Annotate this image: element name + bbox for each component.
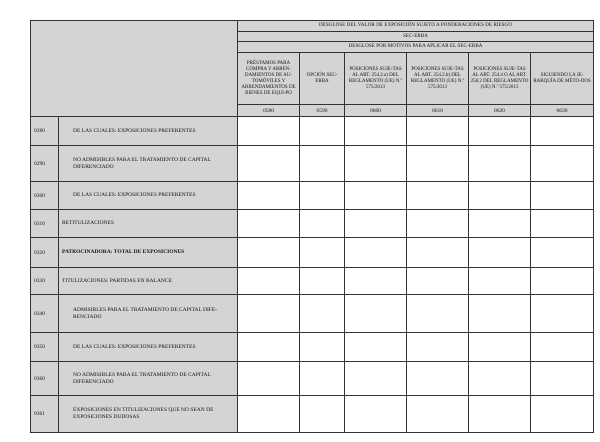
data-cell[interactable] bbox=[238, 182, 300, 210]
table-row bbox=[31, 333, 594, 362]
table-row bbox=[31, 210, 594, 238]
data-cell[interactable] bbox=[345, 333, 407, 362]
header-subsubtitle: DESGLOSE POR MOTIVOS PARA APLICAR EL SEC-ERBA bbox=[238, 42, 594, 53]
column-header: SIGUIENDO LA JE-RARQUÍA DE MÉTO-DOS bbox=[531, 53, 594, 105]
header-blank-corner bbox=[31, 21, 238, 117]
data-cell[interactable] bbox=[407, 333, 469, 362]
data-cell[interactable] bbox=[531, 396, 594, 433]
data-cell[interactable] bbox=[345, 396, 407, 433]
data-cell[interactable] bbox=[407, 268, 469, 295]
data-cell[interactable] bbox=[407, 117, 469, 146]
data-cell[interactable] bbox=[238, 396, 300, 433]
column-header: PRÉSTAMOS PARA COMPRA Y ARREN-DAMIENTOS DE AU-TOMÓVILES Y ARRENDAMIENTOS DE BIENES DE EQUI-PO bbox=[238, 53, 300, 105]
data-cell[interactable] bbox=[531, 146, 594, 182]
row-label: PATROCINADORA: TOTAL DE EXPOSICIONES bbox=[59, 238, 238, 268]
data-cell[interactable] bbox=[300, 238, 345, 268]
row-code: 0350 bbox=[31, 333, 59, 362]
data-cell[interactable] bbox=[407, 210, 469, 238]
data-cell[interactable] bbox=[238, 238, 300, 268]
table-row bbox=[31, 117, 594, 146]
data-cell[interactable] bbox=[300, 295, 345, 333]
row-code: 0340 bbox=[31, 295, 59, 333]
data-cell[interactable] bbox=[300, 146, 345, 182]
data-cell[interactable] bbox=[531, 333, 594, 362]
column-header: POSICIONES SUJE-TAS AL ART. 254.4 O AL ART. 258.2 DEL REGLAMENTO (UE) N.º 575/2013 bbox=[469, 53, 531, 105]
data-cell[interactable] bbox=[300, 333, 345, 362]
row-code: 0280 bbox=[31, 117, 59, 146]
data-cell[interactable] bbox=[300, 396, 345, 433]
row-code: 0360 bbox=[31, 362, 59, 396]
exposure-breakdown-table bbox=[30, 20, 594, 433]
table-row bbox=[31, 295, 594, 333]
header-title: DESGLOSE DEL VALOR DE EXPOSICIÓN SUJETO A PONDERACIONES DE RIESGO bbox=[238, 21, 594, 32]
table-row bbox=[31, 238, 594, 268]
data-cell[interactable] bbox=[238, 333, 300, 362]
row-label: RETITULIZACIONES bbox=[59, 210, 238, 238]
column-header: OPCIÓN SEC-ERBA bbox=[300, 53, 345, 105]
data-cell[interactable] bbox=[345, 146, 407, 182]
data-cell[interactable] bbox=[469, 238, 531, 268]
table-row bbox=[31, 268, 594, 295]
row-code: 0300 bbox=[31, 182, 59, 210]
column-code: 0610 bbox=[407, 105, 469, 117]
data-cell[interactable] bbox=[238, 210, 300, 238]
row-label: DE LAS CUALES: EXPOSICIONES PREFERENTES bbox=[59, 182, 238, 210]
data-cell[interactable] bbox=[238, 146, 300, 182]
table-row bbox=[31, 146, 594, 182]
row-code: 0290 bbox=[31, 146, 59, 182]
data-cell[interactable] bbox=[469, 117, 531, 146]
data-cell[interactable] bbox=[469, 362, 531, 396]
data-cell[interactable] bbox=[345, 182, 407, 210]
row-code: 0320 bbox=[31, 238, 59, 268]
column-code: 0590 bbox=[300, 105, 345, 117]
data-cell[interactable] bbox=[407, 182, 469, 210]
table-row bbox=[31, 362, 594, 396]
data-cell[interactable] bbox=[407, 362, 469, 396]
table-row bbox=[31, 182, 594, 210]
data-cell[interactable] bbox=[469, 210, 531, 238]
row-label: DE LAS CUALES: EXPOSICIONES PREFERENTES bbox=[59, 333, 238, 362]
data-cell[interactable] bbox=[531, 268, 594, 295]
row-label: TITULIZACIONES: PARTIDAS EN BALANCE bbox=[59, 268, 238, 295]
data-cell[interactable] bbox=[469, 146, 531, 182]
data-cell[interactable] bbox=[345, 210, 407, 238]
row-label: DE LAS CUALES: EXPOSICIONES PREFERENTES bbox=[59, 117, 238, 146]
column-code: 0620 bbox=[469, 105, 531, 117]
data-cell[interactable] bbox=[300, 210, 345, 238]
data-cell[interactable] bbox=[531, 362, 594, 396]
row-label: ADMISIBLES PARA EL TRATAMIENTO DE CAPITAL DIFE-RENCIADO bbox=[59, 295, 238, 333]
data-cell[interactable] bbox=[469, 396, 531, 433]
column-header: POSICIONES SUJE-TAS AL ART. 254.2.b) DEL REGLAMENTO (UE) N.º 575/2013 bbox=[407, 53, 469, 105]
data-cell[interactable] bbox=[345, 268, 407, 295]
row-code: 0310 bbox=[31, 210, 59, 238]
data-cell[interactable] bbox=[345, 362, 407, 396]
data-cell[interactable] bbox=[469, 333, 531, 362]
data-cell[interactable] bbox=[345, 295, 407, 333]
data-cell[interactable] bbox=[345, 117, 407, 146]
column-code: 0580 bbox=[238, 105, 300, 117]
row-label: NO ADMISIBLES PARA EL TRATAMIENTO DE CAPITAL DIFERENCIADO bbox=[59, 362, 238, 396]
data-cell[interactable] bbox=[469, 182, 531, 210]
data-cell[interactable] bbox=[531, 182, 594, 210]
data-cell[interactable] bbox=[469, 295, 531, 333]
data-cell[interactable] bbox=[300, 362, 345, 396]
data-cell[interactable] bbox=[300, 182, 345, 210]
data-cell[interactable] bbox=[407, 238, 469, 268]
row-label: EXPOSICIONES EN TITULIZACIONES QUE NO SEAN DE EXPOSICIONES DUDOSAS bbox=[59, 396, 238, 433]
data-cell[interactable] bbox=[407, 146, 469, 182]
data-cell[interactable] bbox=[531, 210, 594, 238]
column-code: 0600 bbox=[345, 105, 407, 117]
row-code: 0361 bbox=[31, 396, 59, 433]
data-cell[interactable] bbox=[407, 295, 469, 333]
data-cell[interactable] bbox=[238, 117, 300, 146]
header-subtitle: SEC-ERBA bbox=[238, 32, 594, 42]
data-cell[interactable] bbox=[238, 268, 300, 295]
data-cell[interactable] bbox=[345, 238, 407, 268]
data-cell[interactable] bbox=[300, 117, 345, 146]
data-cell[interactable] bbox=[238, 362, 300, 396]
data-cell[interactable] bbox=[238, 295, 300, 333]
row-code: 0330 bbox=[31, 268, 59, 295]
column-code: 0630 bbox=[531, 105, 594, 117]
data-cell[interactable] bbox=[531, 117, 594, 146]
table-row bbox=[31, 396, 594, 433]
data-cell[interactable] bbox=[469, 268, 531, 295]
column-header: POSICIONES SUJE-TAS AL ART. 254.2.a) DEL REGLAMENTO (UE) N.º 575/2013 bbox=[345, 53, 407, 105]
row-label: NO ADMISIBLES PARA EL TRATAMIENTO DE CAPITAL DIFERENCIADO bbox=[59, 146, 238, 182]
data-cell[interactable] bbox=[531, 295, 594, 333]
data-cell[interactable] bbox=[407, 396, 469, 433]
data-cell[interactable] bbox=[300, 268, 345, 295]
data-cell[interactable] bbox=[531, 238, 594, 268]
